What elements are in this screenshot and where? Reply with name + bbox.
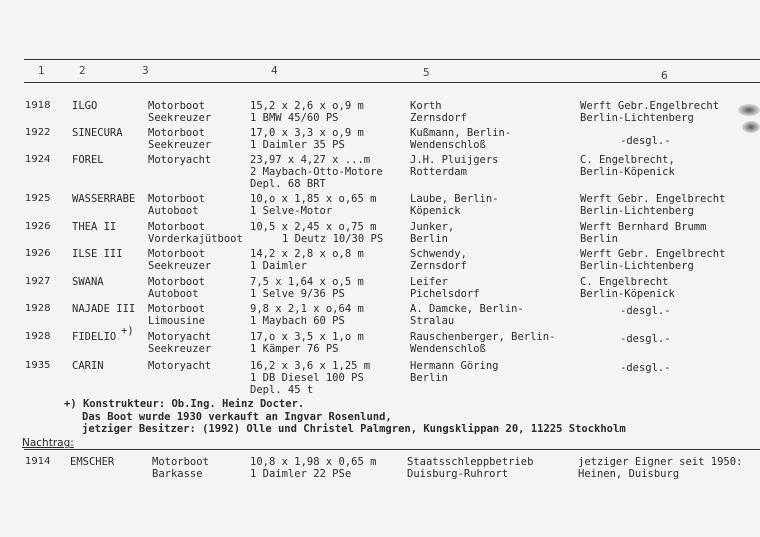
boat-type-line: Autoboot	[148, 288, 199, 300]
builder-line: Schwendy,	[410, 248, 467, 260]
shipyard-line: Berlin-Köpenick	[580, 288, 675, 300]
shipyard-line: Werft Gebr. Engelbrecht	[580, 193, 726, 205]
boat-type-line: Motorboot	[148, 100, 205, 112]
builder-line: Leifer	[410, 276, 448, 288]
year-cell: 1928	[25, 331, 51, 342]
boat-type-line: Motorboot	[148, 276, 205, 288]
builder-line: Berlin	[410, 233, 448, 245]
footnote-sale: Das Boot wurde 1930 verkauft an Ingvar Rosenlund,	[82, 411, 392, 423]
builder-line: Hermann Göring	[410, 360, 499, 372]
year-cell: 1922	[25, 127, 51, 138]
specs-line: Depl. 45 t	[250, 384, 314, 396]
specs-line: 23,97 x 4,27 x ...m	[250, 154, 371, 166]
header-bottom-rule	[24, 82, 760, 83]
specs-line: 16,2 x 3,6 x 1,25 m	[250, 360, 371, 372]
scan-smudge-bottom	[742, 121, 760, 133]
builder-line: Korth	[410, 100, 442, 112]
builder-line: Kußmann, Berlin-	[410, 127, 512, 139]
shipyard-line: Berlin-Lichtenberg	[580, 112, 694, 124]
boat-type-line: Motorboot	[148, 248, 205, 260]
builder-line: Pichelsdorf	[410, 288, 480, 300]
specs-line: 14,2 x 2,8 x o,8 m	[250, 248, 364, 260]
footnote-marker: +)	[121, 325, 134, 337]
year-cell: 1914	[25, 456, 51, 467]
column-header-3: 3	[142, 65, 149, 77]
boat-type-line: Seekreuzer	[148, 260, 212, 272]
boat-type-line: Motoryacht	[148, 331, 212, 343]
specs-line: 1 Maybach 60 PS	[250, 315, 345, 327]
boat-type-line: Motorboot	[148, 193, 205, 205]
boat-type-line: Seekreuzer	[148, 139, 212, 151]
builder-line: Wendenschloß	[410, 139, 486, 151]
shipyard-line: -desgl.-	[620, 135, 671, 147]
boat-name-cell: FOREL	[72, 154, 104, 166]
column-header-2: 2	[79, 65, 86, 77]
builder-line: Rotterdam	[410, 166, 467, 178]
boat-type-line: Motoryacht	[148, 154, 212, 166]
specs-line: 10,o x 1,85 x o,65 m	[250, 193, 377, 205]
column-header-4: 4	[271, 65, 278, 77]
year-cell: 1926	[25, 248, 51, 259]
specs-line: 17,0 x 3,3 x o,9 m	[250, 127, 364, 139]
specs-line: 10,5 x 2,45 x o,75 m	[250, 221, 377, 233]
boat-name-cell: ILSE III	[72, 248, 123, 260]
shipyard-line: Werft Gebr. Engelbrecht	[580, 248, 726, 260]
specs-line: 9,8 x 2,1 x o,64 m	[250, 303, 364, 315]
nachtrag-rule	[24, 449, 760, 450]
specs-line: 1 Deutz 10/30 PS	[282, 233, 384, 245]
shipyard-line: Berlin-Köpenick	[580, 166, 675, 178]
header-top-rule	[24, 59, 760, 60]
builder-line: A. Damcke, Berlin-	[410, 303, 524, 315]
shipyard-line: Berlin-Lichtenberg	[580, 260, 694, 272]
year-cell: 1918	[25, 100, 51, 111]
specs-line: 2 Maybach-Otto-Motore	[250, 166, 383, 178]
boat-type-line: Autoboot	[148, 205, 199, 217]
specs-line: 1 Selve 9/36 PS	[250, 288, 345, 300]
boat-type-line: Vorderkajütboot	[148, 233, 243, 245]
shipyard-line: jetziger Eigner seit 1950:	[578, 456, 743, 468]
boat-type-line: Limousine	[148, 315, 205, 327]
specs-line: 17,o x 3,5 x 1,o m	[250, 331, 364, 343]
specs-line: 1 DB Diesel 100 PS	[250, 372, 364, 384]
shipyard-line: Werft Gebr.Engelbrecht	[580, 100, 720, 112]
year-cell: 1925	[25, 193, 51, 204]
specs-line: 10,8 x 1,98 x 0,65 m	[250, 456, 377, 468]
builder-line: Laube, Berlin-	[410, 193, 499, 205]
boat-name-cell: FIDELIO	[72, 331, 117, 343]
year-cell: 1935	[25, 360, 51, 371]
boat-type-line: Seekreuzer	[148, 343, 212, 355]
shipyard-line: -desgl.-	[620, 305, 671, 317]
shipyard-line: -desgl.-	[620, 362, 671, 374]
nachtrag-label: Nachtrag:	[22, 437, 74, 449]
builder-line: Zernsdorf	[410, 260, 467, 272]
builder-line: Wendenschloß	[410, 343, 486, 355]
boat-type-line: Motoryacht	[148, 360, 212, 372]
builder-line: Stralau	[410, 315, 455, 327]
specs-line: 1 Daimler	[250, 260, 307, 272]
boat-name-cell: ILGO	[72, 100, 98, 112]
shipyard-line: Werft Bernhard Brumm	[580, 221, 707, 233]
footnote-constructor: +) Konstrukteur: Ob.Ing. Heinz Docter.	[64, 398, 305, 410]
builder-line: J.H. Pluijgers	[410, 154, 499, 166]
boat-name-cell: SWANA	[72, 276, 104, 288]
boat-type-line: Motorboot	[152, 456, 209, 468]
shipyard-line: C. Engelbrecht,	[580, 154, 675, 166]
boat-type-line: Seekreuzer	[148, 112, 212, 124]
boat-name-cell: NAJADE III	[72, 303, 136, 315]
year-cell: 1924	[25, 154, 51, 165]
column-header-6: 6	[661, 70, 668, 82]
builder-line: Staatsschleppbetrieb	[407, 456, 534, 468]
boat-type-line: Barkasse	[152, 468, 203, 480]
shipyard-line: Heinen, Duisburg	[578, 468, 680, 480]
column-header-1: 1	[38, 65, 45, 77]
specs-line: 15,2 x 2,6 x o,9 m	[250, 100, 364, 112]
boat-type-line: Motorboot	[148, 303, 205, 315]
specs-line: 7,5 x 1,64 x o,5 m	[250, 276, 364, 288]
builder-line: Berlin	[410, 372, 448, 384]
boat-name-cell: CARIN	[72, 360, 104, 372]
shipyard-line: C. Engelbrecht	[580, 276, 669, 288]
boat-type-line: Motorboot	[148, 221, 205, 233]
boat-name-cell: EMSCHER	[70, 456, 115, 468]
specs-line: 1 Daimler 35 PS	[250, 139, 345, 151]
boat-name-cell: THEA II	[72, 221, 117, 233]
shipyard-line: Berlin-Lichtenberg	[580, 205, 694, 217]
year-cell: 1928	[25, 303, 51, 314]
year-cell: 1926	[25, 221, 51, 232]
specs-line: Depl. 68 BRT	[250, 178, 326, 190]
column-header-5: 5	[423, 67, 430, 79]
boat-name-cell: WASSERRABE	[72, 193, 136, 205]
builder-line: Rauschenberger, Berlin-	[410, 331, 556, 343]
specs-line: 1 BMW 45/60 PS	[250, 112, 339, 124]
scan-smudge-top	[738, 104, 760, 116]
builder-line: Junker,	[410, 221, 455, 233]
builder-line: Duisburg-Ruhrort	[407, 468, 509, 480]
specs-line: 1 Selve-Motor	[250, 205, 333, 217]
specs-line: 1 Daimler 22 PSe	[250, 468, 352, 480]
builder-line: Zernsdorf	[410, 112, 467, 124]
specs-line: 1 Kämper 76 PS	[250, 343, 339, 355]
year-cell: 1927	[25, 276, 51, 287]
shipyard-line: -desgl.-	[620, 333, 671, 345]
boat-type-line: Motorboot	[148, 127, 205, 139]
boat-name-cell: SINECURA	[72, 127, 123, 139]
footnote-owner: jetziger Besitzer: (1992) Olle und Christel Palmgren, Kungsklippan 20, 11225 Stockholm	[82, 423, 626, 435]
shipyard-line: Berlin	[580, 233, 618, 245]
builder-line: Köpenick	[410, 205, 461, 217]
